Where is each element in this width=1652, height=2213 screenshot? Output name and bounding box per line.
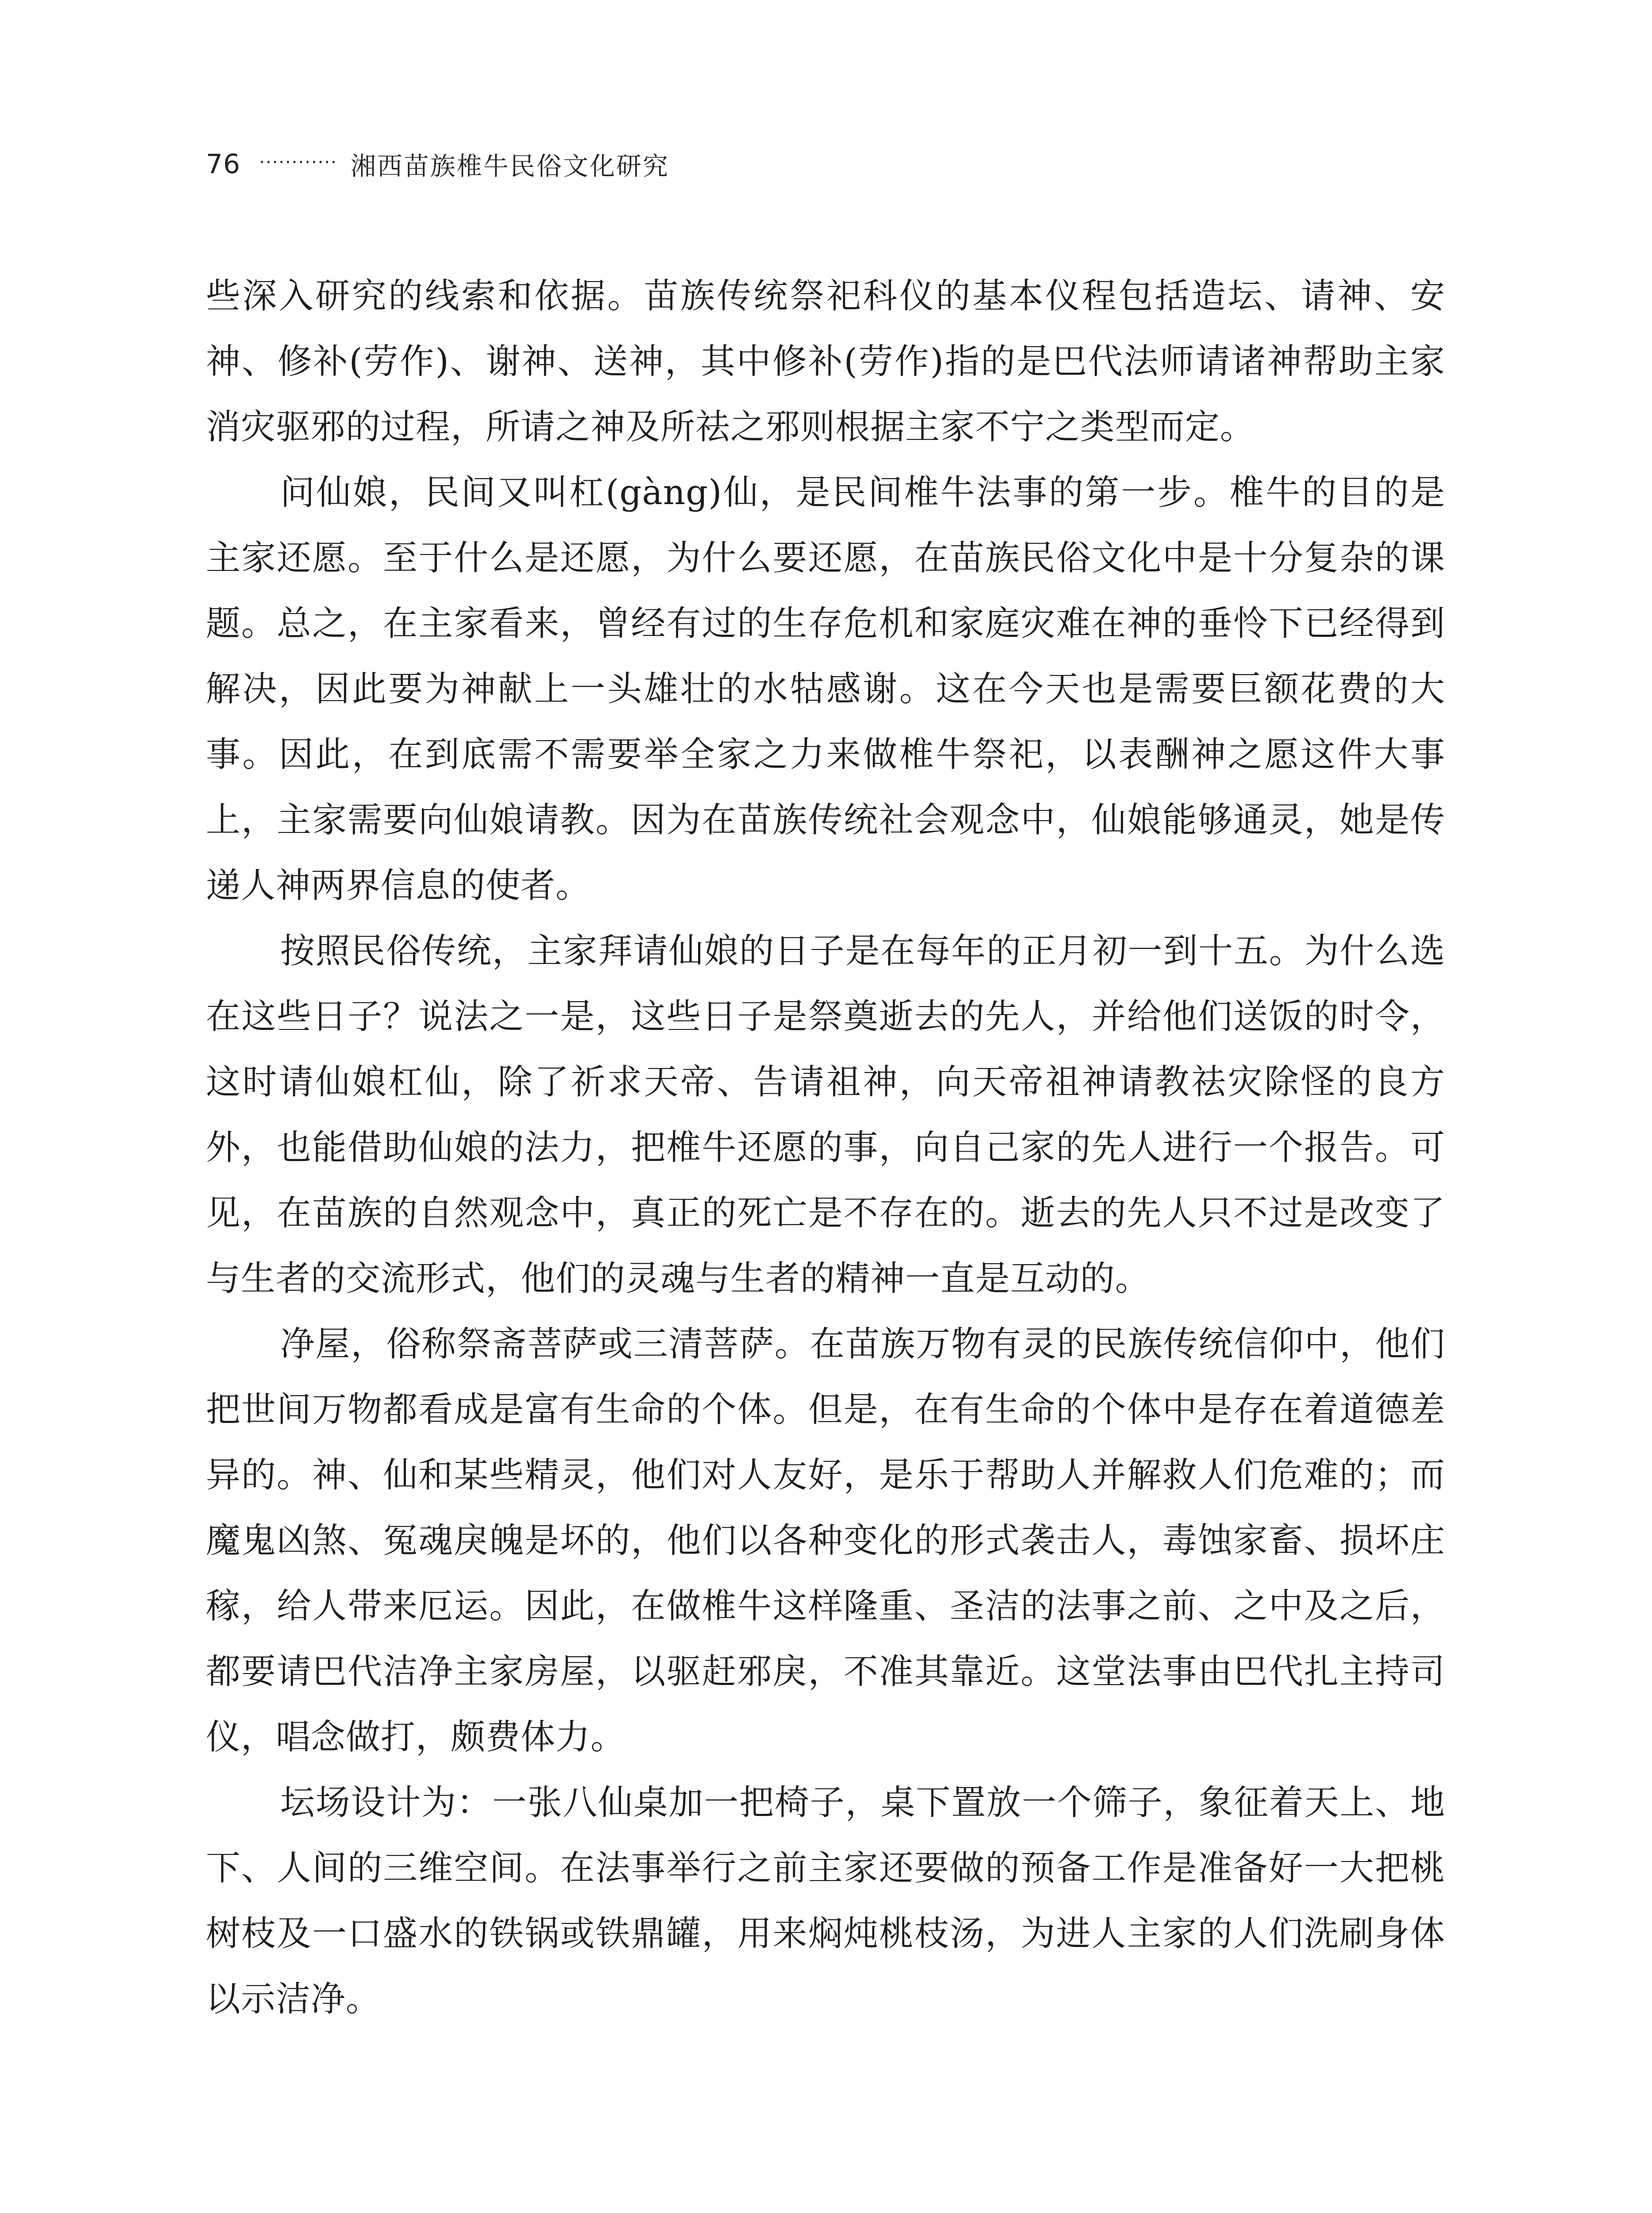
body-text	[206, 263, 1445, 2032]
running-header	[206, 146, 669, 182]
paragraph-continued: 些深入研究的线索和依据。苗族传统祭祀科仪的基本仪程包括造坛、请神、安神、修补(劳作)、谢神、送神，其中修补(劳作)指的是巴代法师请诸神帮助主家消灾驱邪的过程，所请之神及所祛之邪则根据主家不宁之类型而定。	[206, 276, 1445, 447]
paragraph-ask-xianniang: 问仙娘，民间又叫杠(gàng)仙，是民间椎牛法事的第一步。椎牛的目的是主家还愿。至于什么是还愿，为什么要还愿，在苗族民俗文化中是十分复杂的课题。总之，在主家看来，曾经有过的生存危机和家庭灾难在神的垂怜下已经得到解决，因此要为神献上一头雄壮的水牯感谢。这在今天也是需要巨额花费的大事。因此，在到底需不需要举全家之力来做椎牛祭祀，以表酬神之愿这件大事上，主家需要向仙娘请教。因为在苗族传统社会观念中，仙娘能够通灵，她是传递人神两界信息的使者。	[206, 473, 1445, 906]
book-title: 湘西苗族椎牛民俗文化研究	[350, 152, 669, 181]
paragraph-folk-tradition: 按照民俗传统，主家拜请仙娘的日子是在每年的正月初一到十五。为什么选在这些日子？说法之一是，这些日子是祭奠逝去的先人，并给他们送饭的时令，这时请仙娘杠仙，除了祈求天帝、告请祖神，向天帝祖神请教祛灾除怪的良方外，也能借助仙娘的法力，把椎牛还愿的事，向自己家的先人进行一个报告。可见，在苗族的自然观念中，真正的死亡是不存在的。逝去的先人只不过是改变了与生者的交流形式，他们的灵魂与生者的精神一直是互动的。	[206, 931, 1445, 1299]
header-dot-leader: ············	[259, 152, 337, 173]
paragraph-purify-house: 净屋，俗称祭斋菩萨或三清菩萨。在苗族万物有灵的民族传统信仰中，他们把世间万物都看成是富有生命的个体。但是，在有生命的个体中是存在着道德差异的。神、仙和某些精灵，他们对人友好，是乐于帮助人并解救人们危难的；而魔鬼凶煞、冤魂戾魄是坏的，他们以各种变化的形式袭击人，毒蚀家畜、损坏庄稼，给人带来厄运。因此，在做椎牛这样隆重、圣洁的法事之前、之中及之后，都要请巴代洁净主家房屋，以驱赶邪戾，不准其靠近。这堂法事由巴代扎主持司仪，唱念做打，颇费体力。	[206, 1324, 1445, 1757]
paragraph-altar-design: 坛场设计为：一张八仙桌加一把椅子，桌下置放一个筛子，象征着天上、地下、人间的三维空间。在法事举行之前主家还要做的预备工作是准备好一大把桃树枝及一口盛水的铁锅或铁鼎罐，用来焖炖桃枝汤，为进人主家的人们洗刷身体以示洁净。	[206, 1783, 1445, 2019]
page-number: 76	[206, 149, 241, 180]
